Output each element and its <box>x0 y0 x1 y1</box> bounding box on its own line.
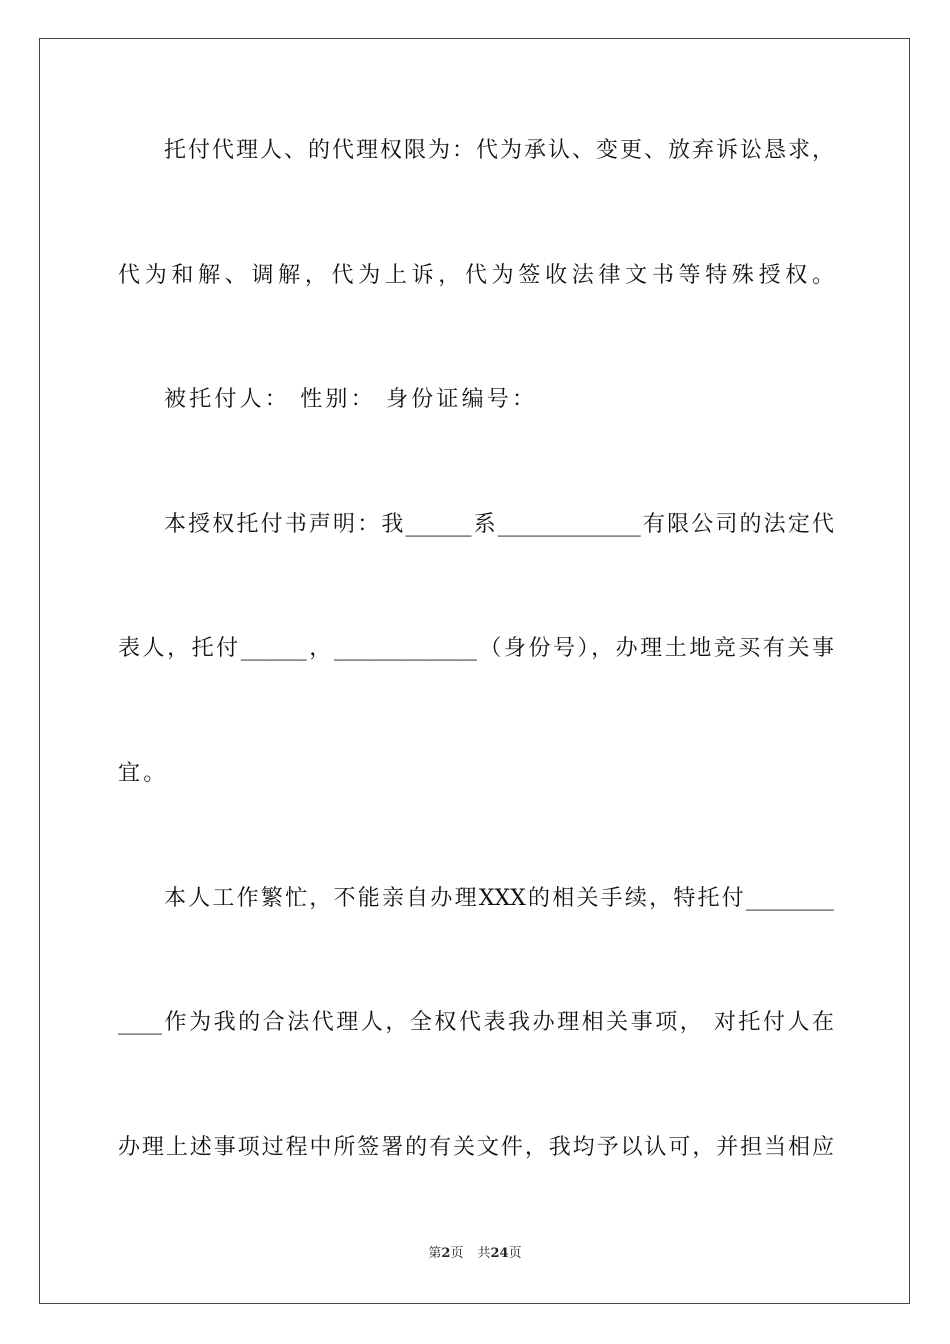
paragraph-line: 代为和解、调解，代为上诉，代为签收法律文书等特殊授权。 <box>118 263 834 288</box>
footer-page-number: 2 <box>441 1246 451 1261</box>
paragraph-line: ____作为我的合法代理人，全权代表我办理相关事项， 对托付人在 <box>118 1010 834 1035</box>
footer-page-prefix: 第 <box>428 1246 442 1261</box>
paragraph-line: 表人，托付______，_____________（身份号），办理土地竞买有关事 <box>118 636 834 661</box>
paragraph-line: 本授权托付书声明：我______系_____________有限公司的法定代 <box>164 512 834 537</box>
paragraph-line: 托付代理人、的代理权限为：代为承认、变更、放弃诉讼恳求， <box>164 138 834 163</box>
footer-total-pages: 24 <box>490 1246 509 1261</box>
page-border <box>39 38 910 1304</box>
footer-total-prefix: 共 <box>477 1246 491 1261</box>
footer-page-suffix: 页 <box>450 1246 464 1261</box>
page-footer <box>0 1245 950 1263</box>
paragraph-line: 办理上述事项过程中所签署的有关文件，我均予以认可，并担当相应 <box>118 1135 834 1160</box>
footer-total-suffix: 页 <box>508 1246 522 1261</box>
paragraph-line: 被托付人： 性别： 身份证编号： <box>164 387 538 412</box>
paragraph-line: 宜。 <box>118 761 169 786</box>
paragraph-line: 本人工作繁忙，不能亲自办理XXX的相关手续，特托付________ <box>164 886 834 911</box>
